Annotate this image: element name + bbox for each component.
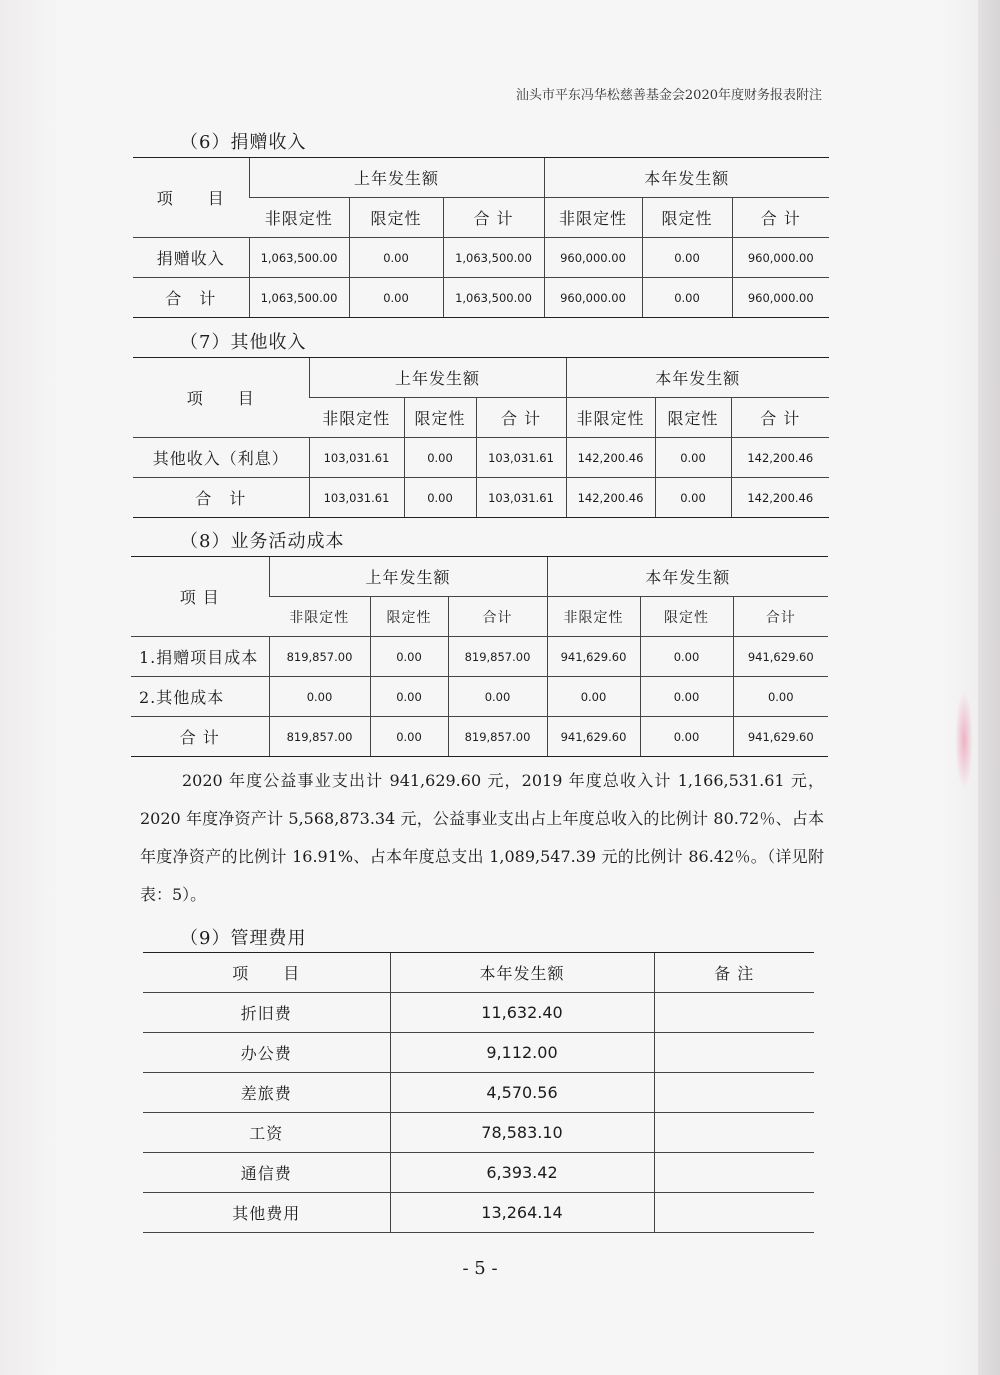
cell-note xyxy=(654,1153,814,1193)
row-label: 其他费用 xyxy=(143,1193,390,1233)
cell-value: 1,063,500.00 xyxy=(443,238,544,278)
donation-income-table xyxy=(133,157,829,318)
cell-value: 0.00 xyxy=(269,677,370,717)
admin-expense-table xyxy=(143,952,814,1233)
cell-note xyxy=(654,993,814,1033)
table-row xyxy=(131,717,828,757)
page-header: 汕头市平东冯华松慈善基金会2020年度财务报表附注 xyxy=(515,88,822,103)
header-note: 备 注 xyxy=(654,953,814,993)
cell-value: 142,200.46 xyxy=(566,438,655,478)
header-unrestricted: 非限定性 xyxy=(249,198,349,238)
cell-value: 4,570.56 xyxy=(390,1073,654,1113)
cell-value: 0.00 xyxy=(349,278,443,318)
header-prev-year: 上年发生额 xyxy=(309,358,566,398)
cell-value: 0.00 xyxy=(448,677,547,717)
cell-value: 0.00 xyxy=(370,717,448,757)
other-income-table xyxy=(133,357,829,518)
cell-value: 941,629.60 xyxy=(547,717,640,757)
table-row xyxy=(143,1113,814,1153)
page-edge-shadow xyxy=(978,0,1000,1375)
cell-value: 0.00 xyxy=(640,637,733,677)
cell-value: 819,857.00 xyxy=(448,717,547,757)
summary-paragraph xyxy=(140,762,824,914)
header-restricted: 限定性 xyxy=(404,398,476,438)
section-7-title: （7）其他收入 xyxy=(180,332,307,353)
cell-value: 0.00 xyxy=(655,438,731,478)
cell-note xyxy=(654,1073,814,1113)
cell-value: 1,063,500.00 xyxy=(443,278,544,318)
cell-value: 0.00 xyxy=(655,478,731,518)
row-label: 捐赠收入 xyxy=(133,238,249,278)
cell-value: 819,857.00 xyxy=(269,717,370,757)
cell-value: 0.00 xyxy=(733,677,828,717)
cell-value: 819,857.00 xyxy=(448,637,547,677)
cell-value: 1,063,500.00 xyxy=(249,278,349,318)
cell-value: 0.00 xyxy=(404,438,476,478)
table-row xyxy=(131,637,828,677)
header-total: 合 计 xyxy=(443,198,544,238)
table-row xyxy=(133,438,829,478)
cell-value: 11,632.40 xyxy=(390,993,654,1033)
cell-note xyxy=(654,1193,814,1233)
section-9-title: （9）管理费用 xyxy=(180,928,307,949)
cell-value: 0.00 xyxy=(370,637,448,677)
cell-value: 0.00 xyxy=(640,677,733,717)
cell-value: 941,629.60 xyxy=(547,637,640,677)
row-label: 2.其他成本 xyxy=(131,677,269,717)
cell-value: 0.00 xyxy=(349,238,443,278)
seal-stamp-fragment xyxy=(955,690,973,790)
header-prev-year: 上年发生额 xyxy=(249,158,544,198)
table-row xyxy=(143,1073,814,1113)
row-label: 工资 xyxy=(143,1113,390,1153)
cell-value: 960,000.00 xyxy=(544,278,642,318)
row-label: 折旧费 xyxy=(143,993,390,1033)
cell-value: 0.00 xyxy=(642,278,732,318)
header-restricted: 限定性 xyxy=(349,198,443,238)
header-item: 项 目 xyxy=(133,158,249,238)
page-number: - 5 - xyxy=(462,1258,498,1279)
header-total: 合 计 xyxy=(732,198,829,238)
cell-value: 0.00 xyxy=(547,677,640,717)
header-curr-year: 本年发生额 xyxy=(566,358,829,398)
header-unrestricted: 非限定性 xyxy=(566,398,655,438)
section-6-title: （6）捐赠收入 xyxy=(180,132,307,153)
table-row xyxy=(133,278,829,318)
cell-value: 960,000.00 xyxy=(544,238,642,278)
row-label: 合 计 xyxy=(133,478,309,518)
cell-value: 103,031.61 xyxy=(309,478,404,518)
table-row xyxy=(133,238,829,278)
cell-note xyxy=(654,1113,814,1153)
header-unrestricted: 非限定性 xyxy=(544,198,642,238)
header-curr-year: 本年发生额 xyxy=(547,557,828,597)
row-label: 差旅费 xyxy=(143,1073,390,1113)
cell-value: 142,200.46 xyxy=(566,478,655,518)
cell-value: 103,031.61 xyxy=(309,438,404,478)
header-amount: 本年发生额 xyxy=(390,953,654,993)
header-total: 合 计 xyxy=(731,398,829,438)
header-curr-year: 本年发生额 xyxy=(544,158,829,198)
table-row xyxy=(143,993,814,1033)
table-row xyxy=(133,478,829,518)
row-label: 1.捐赠项目成本 xyxy=(131,637,269,677)
cell-value: 9,112.00 xyxy=(390,1033,654,1073)
cell-value: 0.00 xyxy=(640,717,733,757)
cell-value: 960,000.00 xyxy=(732,278,829,318)
header-restricted: 限定性 xyxy=(642,198,732,238)
cell-value: 0.00 xyxy=(370,677,448,717)
row-label: 合 计 xyxy=(133,278,249,318)
cell-value: 142,200.46 xyxy=(731,478,829,518)
header-restricted: 限定性 xyxy=(370,597,448,637)
header-unrestricted: 非限定性 xyxy=(547,597,640,637)
summary-text: 2020 年度公益事业支出计 941,629.60 元，2019 年度总收入计 1,166,531.61 元，2020 年度净资产计 5,568,873.34 元，公益事业支出占上年度总收入的比例计 80.72％、占本年度净资产的比例计 16.91%、占本年度总支出 1,089,547.39 元的比例计 86.42％。（详见附表：5）。 xyxy=(140,771,824,904)
cell-value: 0.00 xyxy=(642,238,732,278)
cell-value: 819,857.00 xyxy=(269,637,370,677)
activity-cost-table xyxy=(131,556,828,757)
cell-note xyxy=(654,1033,814,1073)
header-restricted: 限定性 xyxy=(640,597,733,637)
table-row xyxy=(143,1033,814,1073)
table-row xyxy=(143,1153,814,1193)
row-label: 通信费 xyxy=(143,1153,390,1193)
header-item: 项 目 xyxy=(143,953,390,993)
cell-value: 941,629.60 xyxy=(733,717,828,757)
row-label: 办公费 xyxy=(143,1033,390,1073)
cell-value: 142,200.46 xyxy=(731,438,829,478)
header-unrestricted: 非限定性 xyxy=(269,597,370,637)
header-total: 合 计 xyxy=(476,398,566,438)
header-unrestricted: 非限定性 xyxy=(309,398,404,438)
cell-value: 78,583.10 xyxy=(390,1113,654,1153)
row-label: 合 计 xyxy=(131,717,269,757)
cell-value: 103,031.61 xyxy=(476,478,566,518)
cell-value: 960,000.00 xyxy=(732,238,829,278)
cell-value: 1,063,500.00 xyxy=(249,238,349,278)
table-row xyxy=(131,677,828,717)
header-total: 合计 xyxy=(733,597,828,637)
cell-value: 0.00 xyxy=(404,478,476,518)
cell-value: 6,393.42 xyxy=(390,1153,654,1193)
row-label: 其他收入（利息） xyxy=(133,438,309,478)
cell-value: 13,264.14 xyxy=(390,1193,654,1233)
cell-value: 103,031.61 xyxy=(476,438,566,478)
header-item: 项 目 xyxy=(131,557,269,637)
table-row xyxy=(143,1193,814,1233)
cell-value: 941,629.60 xyxy=(733,637,828,677)
header-item: 项 目 xyxy=(133,358,309,438)
section-8-title: （8）业务活动成本 xyxy=(180,531,345,552)
header-prev-year: 上年发生额 xyxy=(269,557,547,597)
header-total: 合计 xyxy=(448,597,547,637)
header-restricted: 限定性 xyxy=(655,398,731,438)
